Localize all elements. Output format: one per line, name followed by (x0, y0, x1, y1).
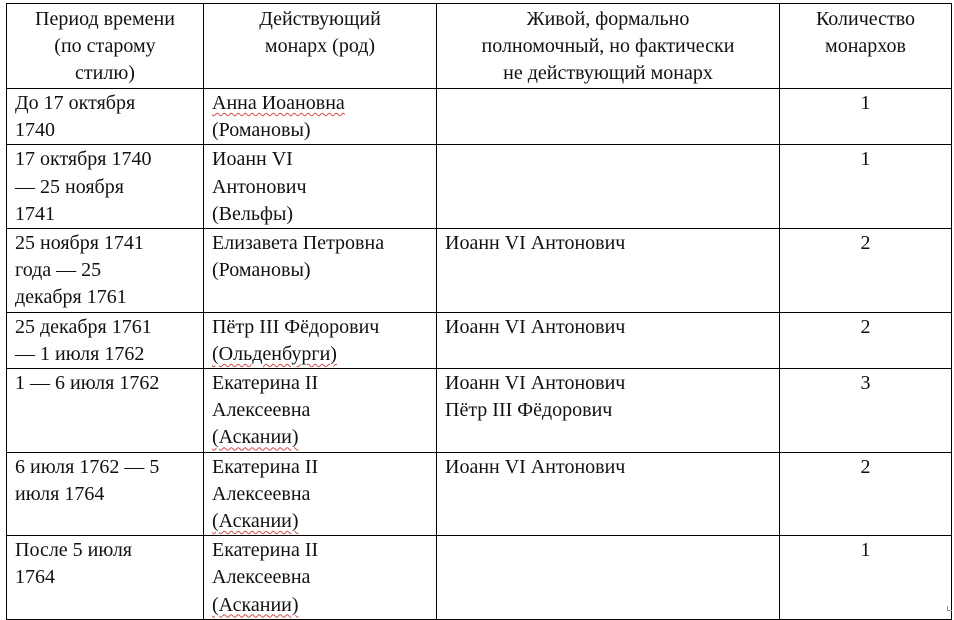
monarch-text: Екатерина II (212, 455, 319, 478)
period-text: До 17 октября (15, 92, 136, 114)
nominal-text: Иоанн VI Антонович (445, 455, 626, 478)
monarch-house (212, 508, 428, 535)
header-text: Количество (815, 8, 916, 30)
nominal-cell (437, 536, 780, 620)
header-text: монархов (825, 35, 906, 58)
nominal-cell (437, 452, 780, 536)
nominal-text: Пётр III Фёдорович (445, 399, 613, 422)
header-nominal-monarch (437, 4, 780, 89)
monarch-house: (Аскании) (212, 426, 299, 449)
table-row (7, 536, 952, 620)
nominal-cell (437, 312, 780, 368)
table-row (7, 229, 952, 313)
monarch-text: Алексеевна (212, 399, 311, 422)
monarch-cell (204, 369, 437, 453)
nominal-cell (437, 89, 780, 145)
monarch-text: Пётр III Фёдорович (212, 315, 380, 338)
period-text: 1740 (15, 119, 55, 142)
monarch-house: (Вельфы) (212, 202, 294, 225)
monarch-cell (204, 89, 437, 145)
header-count (780, 4, 952, 89)
period-text: июля 1764 (15, 482, 105, 505)
monarch-house: (Романовы) (212, 119, 311, 142)
count-cell: 2 (780, 452, 952, 536)
header-text: монарх (род) (264, 35, 376, 58)
monarchs-table (6, 3, 952, 620)
period-text: 6 июля 1762 — 5 (15, 455, 160, 478)
header-row (7, 4, 952, 89)
monarch-text: Алексеевна (212, 566, 311, 589)
monarch-text: Иоанн VI (212, 148, 293, 171)
monarch-house (212, 424, 428, 451)
period-cell (7, 89, 204, 145)
nominal-cell (437, 229, 780, 313)
period-text: 1741 (15, 202, 55, 225)
period-cell (7, 452, 204, 536)
monarch-cell (204, 452, 437, 536)
header-period (7, 4, 204, 89)
period-text: 25 декабря 1761 (15, 315, 152, 338)
monarch-text: Екатерина II (212, 539, 319, 562)
header-text: полномочный, но фактически (481, 35, 735, 58)
period-text: 1 — 6 июля 1762 (15, 372, 160, 395)
monarch-house: (Ольденбурги) (212, 342, 337, 365)
count-cell: 3 (780, 369, 952, 453)
nominal-text: Иоанн VI Антонович (445, 315, 626, 338)
table-row (7, 312, 952, 368)
nominal-cell (437, 145, 780, 229)
table-row (7, 452, 952, 536)
count-cell: 1 (780, 145, 952, 229)
monarch-text: Екатерина II (212, 372, 319, 395)
monarch-text: Антонович (212, 175, 307, 198)
monarch-cell (204, 229, 437, 313)
table-row (7, 145, 952, 229)
monarch-house (212, 592, 428, 619)
period-text: декабря 1761 (15, 286, 127, 309)
monarch-house: (Аскании) (212, 593, 299, 616)
count-cell: 1 (780, 89, 952, 145)
period-text: года — 25 (15, 259, 102, 282)
header-text: (по старому (54, 35, 156, 58)
count-cell: 1 (780, 536, 952, 620)
period-cell (7, 536, 204, 620)
table-row (7, 89, 952, 145)
header-text: Действующий (259, 8, 381, 30)
period-text: После 5 июля (15, 539, 133, 562)
period-text: — 1 июля 1762 (15, 342, 145, 365)
header-text: Период времени (35, 8, 175, 30)
count-cell: 2 (780, 229, 952, 313)
period-text: — 25 ноября (15, 175, 124, 198)
monarch-cell (204, 312, 437, 368)
monarch-cell (204, 145, 437, 229)
count-cell: 2 (780, 312, 952, 368)
period-cell (7, 145, 204, 229)
nominal-cell (437, 369, 780, 453)
period-cell (7, 312, 204, 368)
monarch-text: Алексеевна (212, 482, 311, 505)
header-text: стилю) (75, 62, 135, 85)
header-text: не действующий монарх (503, 62, 713, 85)
period-cell (7, 229, 204, 313)
period-text: 1764 (15, 566, 55, 589)
table-resize-handle[interactable] (947, 606, 952, 611)
header-text: Живой, формально (526, 8, 690, 30)
period-text: 17 октября 1740 (15, 148, 152, 171)
monarch-text (212, 90, 428, 117)
header-monarch (204, 4, 437, 89)
nominal-text: Иоанн VI Антонович (445, 372, 626, 395)
monarch-text: Елизавета Петровна (212, 232, 385, 255)
monarch-cell (204, 536, 437, 620)
table-row (7, 369, 952, 453)
period-text: 25 ноября 1741 (15, 232, 144, 255)
monarch-house: (Аскании) (212, 510, 299, 533)
nominal-text: Иоанн VI Антонович (445, 232, 626, 255)
monarch-house (212, 341, 428, 368)
period-cell (7, 369, 204, 453)
monarch-house: (Романовы) (212, 259, 311, 282)
monarch-text: Анна Иоановна (212, 92, 345, 114)
